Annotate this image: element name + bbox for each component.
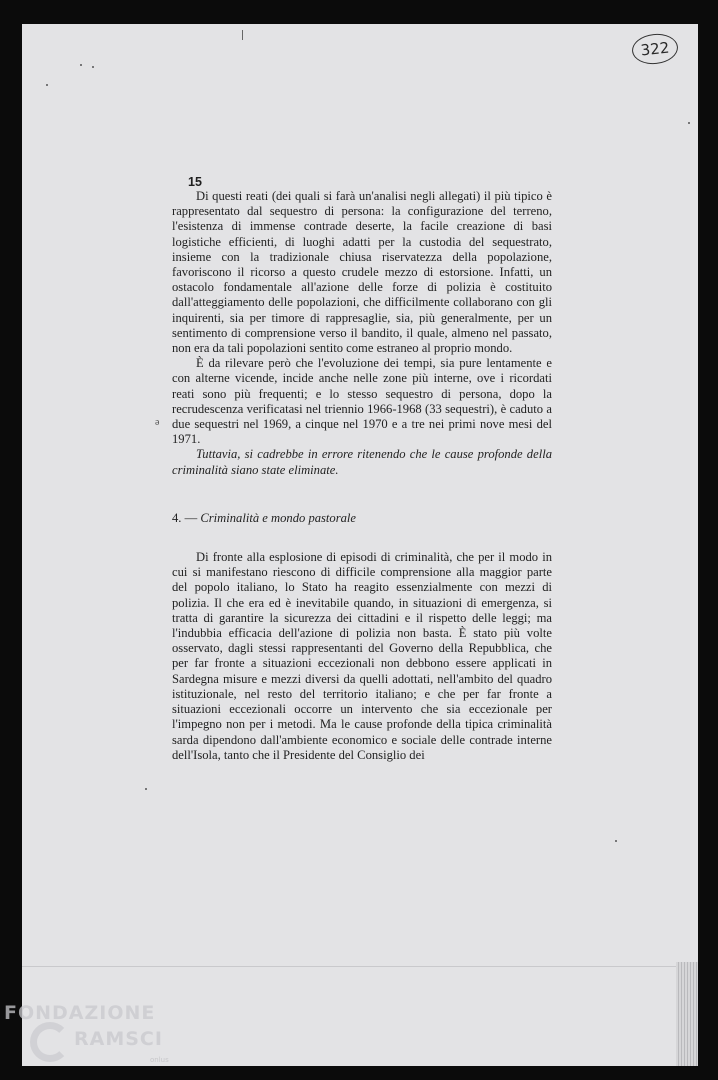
page-stack-edge: [676, 962, 698, 1066]
section-number: 4. —: [172, 510, 198, 525]
paper-speck: [615, 840, 617, 842]
paper-speck: [80, 64, 82, 66]
paper-speck: [92, 66, 94, 68]
watermark-g-logo-icon: [30, 1022, 70, 1062]
paper-speck: [46, 84, 48, 86]
fondazione-gramsci-watermark: [4, 1000, 184, 1074]
margin-mark: ǝ: [155, 417, 160, 428]
body-paragraph: È da rilevare però che l'evoluzione dei tempi, sia pure lentamente e con alterne vicende, incide anche nelle zone più interne, ove i ricordati reati sono più frequenti; e lo stesso sequestro di persona, dopo la recrudescenza verificatasi nel triennio 1966-1968 (33 sequestri), è caduto a due sequestri nel 1969, a cinque nel 1970 e a tre nei primi nove mesi del 1971.: [172, 356, 552, 447]
paper-speck: [688, 122, 690, 124]
page-bottom-edge: [22, 966, 698, 967]
paper-speck: [145, 788, 147, 790]
italic-paragraph: Tuttavia, si cadrebbe in errore ritenendo che le cause profonde della criminalità siano state eliminate.: [172, 447, 552, 477]
note-number: 15: [188, 175, 202, 189]
watermark-line2: RAMSCI: [74, 1028, 163, 1050]
watermark-line1: FONDAZIONE: [4, 1002, 156, 1024]
section-heading: [172, 511, 552, 526]
document-body: [172, 176, 552, 763]
section-title: Criminalità e mondo pastorale: [200, 510, 357, 525]
pencil-mark: [242, 30, 243, 40]
handwritten-page-number: 322: [631, 32, 680, 67]
section-paragraph: Di fronte alla esplosione di episodi di criminalità, che per il modo in cui si manifestano riescono di difficile comprensione alla maggior parte del popolo italiano, lo Stato ha reagito essenzialmente con mezzi di polizia. Il che era ed è inevitabile quando, in situazioni di emergenza, si tratta di garantire la sicurezza dei cittadini e il rispetto delle leggi; ma l'indubbia efficacia dell'azione di polizia non basta. È stato più volte osservato, dagli stessi rappresentanti del Governo della Repubblica, che per far fronte a situazioni eccezionali non debbono essere applicati in Sardegna misure e mezzi diversi da quelli adottati, nell'ambito del quadro istituzionale, nel resto del territorio italiano; e che per far fronte a situazioni eccezionali occorre un intervento che sia eccezionale per l'impegno non per i metodi. Ma le cause profonde della tipica criminalità sarda dipendono dall'ambiente economico e sociale delle contrade interne dell'Isola, tanto che il Presidente del Consiglio dei: [172, 550, 552, 762]
watermark-sub: onlus: [150, 1056, 169, 1064]
body-paragraph: Di questi reati (dei quali si farà un'analisi negli allegati) il più tipico è rappresentato dal sequestro di persona: la configurazione del terreno, l'esistenza di immense contrade deserte, la facile creazione di basi logistiche efficienti, di luoghi adatti per la custodia del sequestrato, insieme con la tradizionale chiusa riservatezza della popolazione, favoriscono il ricorso a questo crudele mezzo di estorsione. Infatti, un ostacolo fondamentale all'azione delle forze di polizia è costituito dall'atteggiamento delle popolazioni, che difficilmente collaborano con gli inquirenti, sia per timore di rappresaglie, sia, più generalmente, per un sentimento di comprensione verso il bandito, il quale, almeno nel passato, non era da tali popolazioni sentito come estraneo al proprio mondo.: [172, 189, 552, 356]
